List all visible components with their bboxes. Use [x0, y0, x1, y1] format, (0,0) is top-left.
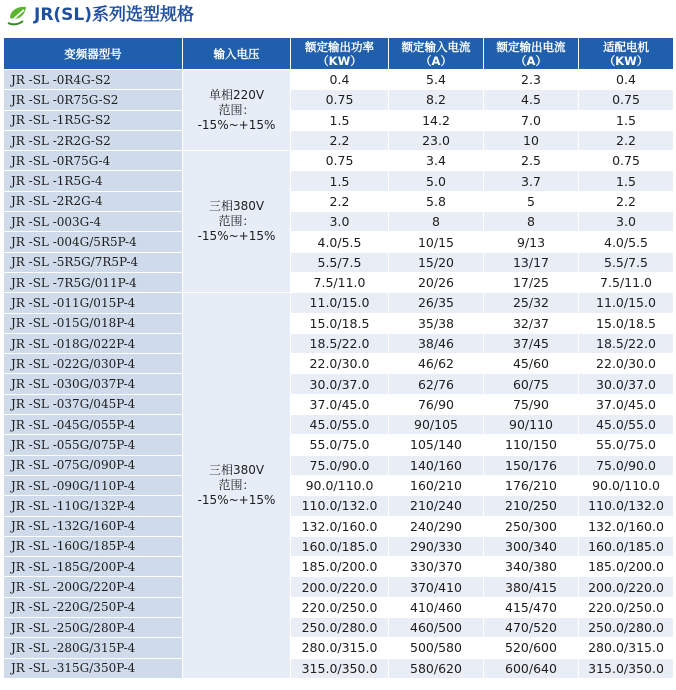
motor-cell: 250.0/280.0	[579, 618, 674, 638]
input-current-cell: 76/90	[389, 394, 484, 414]
output-current-cell: 10	[484, 130, 579, 150]
motor-cell: 0.75	[579, 151, 674, 171]
input-current-cell: 460/500	[389, 618, 484, 638]
table-row	[4, 618, 674, 638]
table-row	[4, 415, 674, 435]
model-cell: JR -SL -185G/200P-4	[4, 557, 183, 577]
col-header-input-current: 额定输入电流 （A）	[389, 38, 484, 70]
title-bar	[0, 0, 676, 32]
output-current-cell: 4.5	[484, 90, 579, 110]
input-current-cell: 15/20	[389, 252, 484, 272]
power-cell: 11.0/15.0	[291, 293, 389, 313]
col-header-output-current: 额定输出电流 （A）	[484, 38, 579, 70]
input-current-cell: 90/105	[389, 415, 484, 435]
motor-cell: 15.0/18.5	[579, 313, 674, 333]
output-current-cell: 150/176	[484, 455, 579, 475]
col-header-model: 变频器型号	[4, 38, 183, 70]
table-row	[4, 232, 674, 252]
input-current-cell: 330/370	[389, 557, 484, 577]
power-cell: 5.5/7.5	[291, 252, 389, 272]
table-row	[4, 455, 674, 475]
model-cell: JR -SL -220G/250P-4	[4, 597, 183, 617]
voltage-line: 范围：	[218, 478, 255, 493]
output-current-cell: 415/470	[484, 597, 579, 617]
model-cell: JR -SL -022G/030P-4	[4, 354, 183, 374]
output-current-cell: 75/90	[484, 394, 579, 414]
table-row	[4, 496, 674, 516]
output-current-cell: 2.5	[484, 151, 579, 171]
voltage-line: 三相380V	[208, 463, 265, 478]
output-current-cell: 380/415	[484, 577, 579, 597]
power-cell: 55.0/75.0	[291, 435, 389, 455]
power-cell: 7.5/11.0	[291, 272, 389, 292]
input-current-cell: 240/290	[389, 516, 484, 536]
table-row	[4, 536, 674, 556]
power-cell: 0.75	[291, 90, 389, 110]
input-current-cell: 23.0	[389, 130, 484, 150]
power-cell: 160.0/185.0	[291, 536, 389, 556]
output-current-cell: 60/75	[484, 374, 579, 394]
power-cell: 0.4	[291, 70, 389, 90]
power-cell: 200.0/220.0	[291, 577, 389, 597]
output-current-cell: 32/37	[484, 313, 579, 333]
table-row	[4, 252, 674, 272]
table-row	[4, 110, 674, 130]
table-row	[4, 658, 674, 678]
table-row	[4, 90, 674, 110]
motor-cell: 5.5/7.5	[579, 252, 674, 272]
model-cell: JR -SL -200G/220P-4	[4, 577, 183, 597]
table-row	[4, 475, 674, 495]
model-cell: JR -SL -0R4G-S2	[4, 70, 183, 90]
power-cell: 1.5	[291, 110, 389, 130]
input-current-cell: 8	[389, 212, 484, 232]
voltage-line: -15%~+15%	[197, 117, 276, 132]
col-header-motor: 适配电机 （KW）	[579, 38, 674, 70]
motor-cell: 2.2	[579, 191, 674, 211]
power-cell: 45.0/55.0	[291, 415, 389, 435]
motor-cell: 75.0/90.0	[579, 455, 674, 475]
output-current-cell: 25/32	[484, 293, 579, 313]
motor-cell: 22.0/30.0	[579, 354, 674, 374]
model-cell: JR -SL -090G/110P-4	[4, 475, 183, 495]
power-cell: 3.0	[291, 212, 389, 232]
motor-cell: 200.0/220.0	[579, 577, 674, 597]
motor-cell: 45.0/55.0	[579, 415, 674, 435]
model-cell: JR -SL -004G/5R5P-4	[4, 232, 183, 252]
leaf-logo-icon	[7, 4, 29, 26]
motor-cell: 3.0	[579, 212, 674, 232]
output-current-cell: 13/17	[484, 252, 579, 272]
motor-cell: 132.0/160.0	[579, 516, 674, 536]
motor-cell: 160.0/185.0	[579, 536, 674, 556]
model-cell: JR -SL -011G/015P-4	[4, 293, 183, 313]
input-current-cell: 160/210	[389, 475, 484, 495]
input-current-cell: 500/580	[389, 638, 484, 658]
model-cell: JR -SL -030G/037P-4	[4, 374, 183, 394]
model-cell: JR -SL -160G/185P-4	[4, 536, 183, 556]
model-cell: JR -SL -055G/075P-4	[4, 435, 183, 455]
input-current-cell: 410/460	[389, 597, 484, 617]
model-cell: JR -SL -110G/132P-4	[4, 496, 183, 516]
output-current-cell: 7.0	[484, 110, 579, 130]
motor-cell: 2.2	[579, 130, 674, 150]
model-cell: JR -SL -003G-4	[4, 212, 183, 232]
output-current-cell: 37/45	[484, 333, 579, 353]
power-cell: 4.0/5.5	[291, 232, 389, 252]
motor-cell: 7.5/11.0	[579, 272, 674, 292]
table-row	[4, 293, 674, 313]
input-current-cell: 3.4	[389, 151, 484, 171]
output-current-cell: 300/340	[484, 536, 579, 556]
voltage-line: -15%~+15%	[197, 229, 276, 244]
input-current-cell: 580/620	[389, 658, 484, 678]
output-current-cell: 8	[484, 212, 579, 232]
model-cell: JR -SL -018G/022P-4	[4, 333, 183, 353]
spec-table	[3, 37, 674, 679]
input-current-cell: 290/330	[389, 536, 484, 556]
input-current-cell: 140/160	[389, 455, 484, 475]
table-row	[4, 313, 674, 333]
output-current-cell: 470/520	[484, 618, 579, 638]
page-title: JR(SL)系列选型规格	[34, 5, 195, 25]
table-body	[4, 70, 674, 679]
output-current-cell: 176/210	[484, 475, 579, 495]
input-current-cell: 35/38	[389, 313, 484, 333]
output-current-cell: 110/150	[484, 435, 579, 455]
input-current-cell: 46/62	[389, 354, 484, 374]
table-row	[4, 272, 674, 292]
output-current-cell: 45/60	[484, 354, 579, 374]
power-cell: 280.0/315.0	[291, 638, 389, 658]
output-current-cell: 250/300	[484, 516, 579, 536]
input-current-cell: 10/15	[389, 232, 484, 252]
output-current-cell: 600/640	[484, 658, 579, 678]
table-row	[4, 151, 674, 171]
table-row	[4, 638, 674, 658]
power-cell: 2.2	[291, 130, 389, 150]
power-cell: 90.0/110.0	[291, 475, 389, 495]
model-cell: JR -SL -280G/315P-4	[4, 638, 183, 658]
table-row	[4, 354, 674, 374]
table-row	[4, 171, 674, 191]
input-current-cell: 105/140	[389, 435, 484, 455]
power-cell: 110.0/132.0	[291, 496, 389, 516]
model-cell: JR -SL -015G/018P-4	[4, 313, 183, 333]
output-current-cell: 3.7	[484, 171, 579, 191]
motor-cell: 4.0/5.5	[579, 232, 674, 252]
table-row	[4, 212, 674, 232]
power-cell: 250.0/280.0	[291, 618, 389, 638]
output-current-cell: 2.3	[484, 70, 579, 90]
model-cell: JR -SL -5R5G/7R5P-4	[4, 252, 183, 272]
voltage-line: 范围：	[218, 214, 255, 229]
col-header-voltage: 输入电压	[183, 38, 291, 70]
table-row	[4, 577, 674, 597]
motor-cell: 185.0/200.0	[579, 557, 674, 577]
input-current-cell: 5.4	[389, 70, 484, 90]
input-current-cell: 14.2	[389, 110, 484, 130]
motor-cell: 0.75	[579, 90, 674, 110]
model-cell: JR -SL -075G/090P-4	[4, 455, 183, 475]
table-row	[4, 70, 674, 90]
table-header-row	[4, 38, 674, 70]
motor-cell: 55.0/75.0	[579, 435, 674, 455]
motor-cell: 18.5/22.0	[579, 333, 674, 353]
motor-cell: 11.0/15.0	[579, 293, 674, 313]
output-current-cell: 90/110	[484, 415, 579, 435]
motor-cell: 0.4	[579, 70, 674, 90]
voltage-line: -15%~+15%	[197, 493, 276, 508]
output-current-cell: 9/13	[484, 232, 579, 252]
table-row	[4, 435, 674, 455]
model-cell: JR -SL -045G/055P-4	[4, 415, 183, 435]
input-current-cell: 20/26	[389, 272, 484, 292]
voltage-group-cell	[183, 151, 291, 293]
motor-cell: 90.0/110.0	[579, 475, 674, 495]
model-cell: JR -SL -1R5G-S2	[4, 110, 183, 130]
model-cell: JR -SL -315G/350P-4	[4, 658, 183, 678]
model-cell: JR -SL -250G/280P-4	[4, 618, 183, 638]
input-current-cell: 8.2	[389, 90, 484, 110]
table-row	[4, 374, 674, 394]
motor-cell: 30.0/37.0	[579, 374, 674, 394]
table-row	[4, 130, 674, 150]
voltage-group-cell	[183, 293, 291, 679]
power-cell: 1.5	[291, 171, 389, 191]
power-cell: 15.0/18.5	[291, 313, 389, 333]
power-cell: 185.0/200.0	[291, 557, 389, 577]
voltage-group-cell	[183, 70, 291, 151]
motor-cell: 315.0/350.0	[579, 658, 674, 678]
table-row	[4, 191, 674, 211]
model-cell: JR -SL -1R5G-4	[4, 171, 183, 191]
input-current-cell: 370/410	[389, 577, 484, 597]
model-cell: JR -SL -0R75G-S2	[4, 90, 183, 110]
table-row	[4, 394, 674, 414]
model-cell: JR -SL -7R5G/011P-4	[4, 272, 183, 292]
model-cell: JR -SL -132G/160P-4	[4, 516, 183, 536]
power-cell: 220.0/250.0	[291, 597, 389, 617]
power-cell: 30.0/37.0	[291, 374, 389, 394]
table-row	[4, 516, 674, 536]
input-current-cell: 62/76	[389, 374, 484, 394]
output-current-cell: 210/250	[484, 496, 579, 516]
power-cell: 2.2	[291, 191, 389, 211]
motor-cell: 37.0/45.0	[579, 394, 674, 414]
power-cell: 18.5/22.0	[291, 333, 389, 353]
input-current-cell: 38/46	[389, 333, 484, 353]
output-current-cell: 520/600	[484, 638, 579, 658]
motor-cell: 1.5	[579, 171, 674, 191]
input-current-cell: 5.8	[389, 191, 484, 211]
model-cell: JR -SL -2R2G-4	[4, 191, 183, 211]
motor-cell: 110.0/132.0	[579, 496, 674, 516]
model-cell: JR -SL -2R2G-S2	[4, 130, 183, 150]
voltage-line: 单相220V	[208, 87, 265, 102]
power-cell: 22.0/30.0	[291, 354, 389, 374]
motor-cell: 280.0/315.0	[579, 638, 674, 658]
output-current-cell: 5	[484, 191, 579, 211]
input-current-cell: 26/35	[389, 293, 484, 313]
model-cell: JR -SL -037G/045P-4	[4, 394, 183, 414]
table-row	[4, 557, 674, 577]
voltage-line: 三相380V	[208, 199, 265, 214]
motor-cell: 1.5	[579, 110, 674, 130]
model-cell: JR -SL -0R75G-4	[4, 151, 183, 171]
col-header-power: 额定输出功率 （KW）	[291, 38, 389, 70]
input-current-cell: 5.0	[389, 171, 484, 191]
input-current-cell: 210/240	[389, 496, 484, 516]
power-cell: 75.0/90.0	[291, 455, 389, 475]
power-cell: 37.0/45.0	[291, 394, 389, 414]
power-cell: 315.0/350.0	[291, 658, 389, 678]
table-row	[4, 333, 674, 353]
power-cell: 132.0/160.0	[291, 516, 389, 536]
output-current-cell: 340/380	[484, 557, 579, 577]
motor-cell: 220.0/250.0	[579, 597, 674, 617]
table-row	[4, 597, 674, 617]
voltage-line: 范围：	[218, 102, 255, 117]
power-cell: 0.75	[291, 151, 389, 171]
output-current-cell: 17/25	[484, 272, 579, 292]
